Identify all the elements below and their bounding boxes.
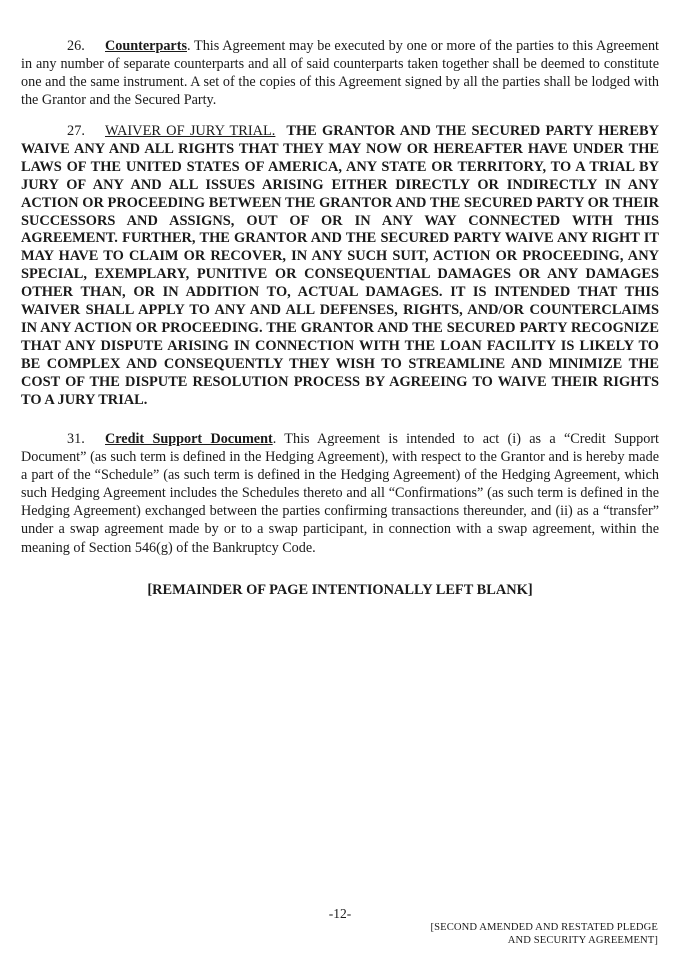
footer-title-line-1: [SECOND AMENDED AND RESTATED PLEDGE — [430, 922, 658, 933]
footer-title-line-2: AND SECURITY AGREEMENT] — [507, 935, 658, 947]
page-number: -12- — [328, 906, 352, 921]
section-text: . This Agreement is intended to act (i) as a “Credit Support Document” (as such term is defined in the Hedging Agreement), with respect to the Grantor and is hereby made a part of the “Schedule” (as such term is defined in the Hedging Agreement) of the Hedging Agreement, which such Hedging Agreement includes the Schedules thereto and all “Confirmations” (as such term is defined in the Hedging Agreement) exchanged between the parties confirming transactions thereunder, and (ii) as a “transfer” under a swap agreement made by or to a swap participant, in connection with a swap agreement, within the meaning of Section 546(g) of the Bankruptcy Code. — [21, 431, 659, 556]
section-26-counterparts — [21, 37, 659, 109]
section-27-waiver-of-jury-trial — [21, 123, 659, 410]
section-number: 26. — [67, 38, 85, 54]
remainder-blank-note: [REMAINDER OF PAGE INTENTIONALLY LEFT BLANK] — [147, 582, 533, 598]
footer-document-title — [398, 921, 658, 947]
section-number: 27. — [67, 123, 85, 139]
section-text: THE GRANTOR AND THE SECURED PARTY HEREBY WAIVE ANY AND ALL RIGHTS THAT THEY MAY NOW OR HEREAFTER HAVE UNDER THE LAWS OF THE UNITED STATES OF AMERICA, ANY STATE OR TERRITORY, TO A TRIAL BY JURY OF ANY AND ALL ISSUES ARISING EITHER DIRECTLY OR INDIRECTLY IN ANY ACTION OR PROCEEDING BETWEEN THE GRANTOR AND THE SECURED PARTY OR THEIR SUCCESSORS AND ASSIGNS, OUT OF OR IN ANY WAY CONNECTED WITH THIS AGREEMENT. FURTHER, THE GRANTOR AND THE SECURED PARTY WAIVE ANY RIGHT IT MAY HAVE TO CLAIM OR RECOVER, IN ANY SUCH SUIT, ACTION OR PROCEEDING, ANY SPECIAL, EXEMPLARY, PUNITIVE OR CONSEQUENTIAL DAMAGES OR ANY DAMAGES OTHER THAN, OR IN ADDITION TO, ACTUAL DAMAGES. IT IS INTENDED THAT THIS WAIVER SHALL APPLY TO ANY AND ALL DEFENSES, RIGHTS, AND/OR COUNTERCLAIMS IN ANY ACTION OR PROCEEDING. THE GRANTOR AND THE SECURED PARTY RECOGNIZE THAT ANY DISPUTE ARISING IN CONNECTION WITH THE LOAN FACILITY IS LIKELY TO BE COMPLEX AND CONSEQUENTLY THEY WISH TO STREAMLINE AND MINIMIZE THE COST OF THE DISPUTE RESOLUTION PROCESS BY AGREEING TO WAIVE THEIR RIGHTS TO A JURY TRIAL. — [21, 123, 659, 408]
section-heading: WAIVER OF JURY TRIAL. — [105, 123, 276, 139]
section-heading: Counterparts — [105, 38, 187, 54]
section-heading: Credit Support Document — [105, 431, 273, 447]
section-31-credit-support-document — [21, 430, 659, 557]
section-number: 31. — [67, 431, 85, 447]
section-text: . This Agreement may be executed by one or more of the parties to this Agreement in any number of separate counterparts and all of said counterparts taken together shall be deemed to constitute one and the same instrument. A set of the copies of this Agreement signed by all the parties shall be lodged with the Grantor and the Secured Party. — [21, 38, 659, 109]
